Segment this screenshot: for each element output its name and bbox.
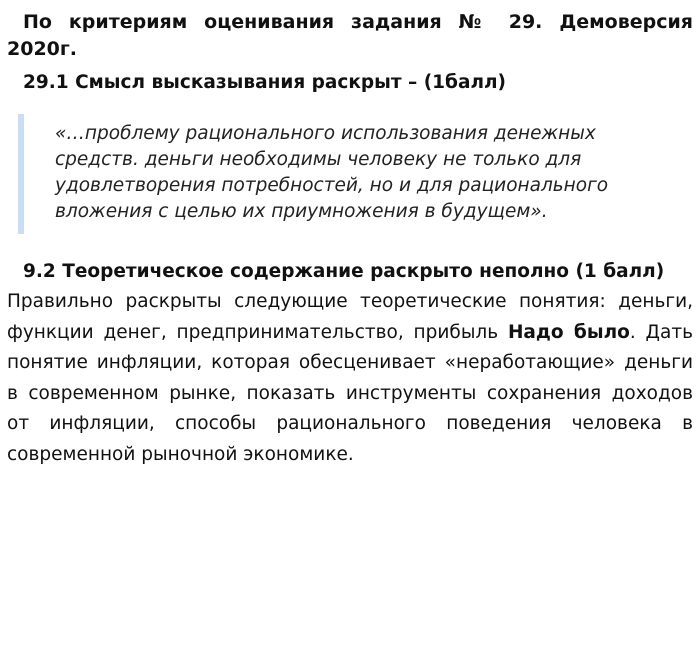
paragraph-bold-phrase: Надо было — [507, 321, 630, 343]
document — [7, 9, 693, 471]
quote-block — [18, 114, 693, 234]
section-paragraph — [7, 287, 693, 471]
section-heading-29-2: 9.2 Теоретическое содержание раскрыто неполно (1 балл) — [23, 261, 665, 282]
paragraph-text-end: . Дать понятие инфляции, которая обесценивает «неработающие» деньги в современном рынке, показать инструменты сохранения доходов от инфляции, способы рационального поведения человека в современной рыночной экономике. — [7, 321, 693, 465]
paragraph-text-start: Правильно раскрыты следующие теоретические понятия: деньги, функции денег, предпринимательство, прибыль — [7, 291, 693, 343]
document-title: По критериям оценивания задания № 29. Демоверсия 2020г. — [7, 11, 693, 60]
quote-text: «…проблему рационального использования денежных средств. деньги необходимы человеку не только для удовлетворения потребностей, но и для рационального вложения с целью их приумножения в будущем». — [55, 123, 609, 222]
section-heading-29-1: 29.1 Смысл высказывания раскрыт – (1балл) — [23, 72, 507, 93]
